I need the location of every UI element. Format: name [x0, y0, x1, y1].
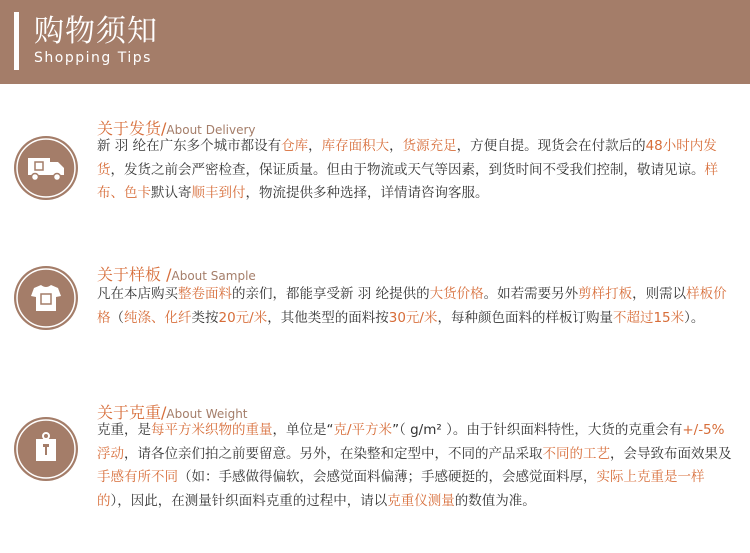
body-text: 凡在本店购买	[97, 286, 178, 302]
highlight-text: 顺丰到付	[191, 185, 246, 201]
body-text: 的数值为准。	[454, 492, 536, 509]
highlight-text: 实际上克重是一样的	[97, 469, 705, 509]
body-text: ，单位是“	[272, 422, 334, 438]
highlight-text: 不超过15米	[612, 309, 685, 326]
body-text: 类按	[191, 309, 219, 326]
highlight-text: 货源充足	[402, 138, 457, 154]
highlight-text: 仓库	[281, 138, 309, 154]
body-text: 克重，是	[97, 422, 151, 438]
page-subtitle: Shopping Tips	[34, 50, 152, 66]
body-text: ，每种颜色面料的样板订购量	[437, 309, 613, 326]
body-text: ，会导致布面效果及	[610, 445, 732, 462]
section-body	[97, 283, 737, 330]
highlight-text: 克/平方米	[333, 422, 393, 438]
section-title-en: About Weight	[166, 407, 248, 421]
highlight-text: 整卷面料	[178, 286, 232, 302]
body-text: （	[110, 309, 124, 326]
section-title-cn: 关于发货	[97, 119, 162, 138]
body-text: ，其他类型的面料按	[267, 309, 389, 326]
highlight-text: 48小时内发货	[97, 138, 717, 178]
highlight-text: 纯涤、化纤	[124, 309, 192, 326]
body-text: 新 羽 纶在广东多个城市都设有	[97, 138, 282, 154]
section-body	[97, 135, 737, 206]
body-text: （如：手感做得偏软，会感觉面料偏薄；手感硬挺的，会感觉面料厚，	[178, 469, 597, 485]
highlight-text: 30元/米	[388, 309, 438, 326]
body-text: ，发货之前会严密检查，保证质量。但由于物流或天气等因素，到货时间不受我们控制，敬请见谅。	[110, 161, 705, 178]
delivery-truck-icon	[14, 136, 78, 200]
body-text: ，请各位亲们拍之前要留意。另外，在染整和定型中，不同的产品采取	[124, 445, 543, 462]
highlight-text: 20元/米	[218, 309, 268, 326]
section-title-separator: /	[161, 403, 167, 422]
body-text: 默认寄	[151, 185, 192, 201]
section-title-en: About Delivery	[166, 123, 256, 137]
body-text: 。如若需要另外	[483, 286, 579, 302]
highlight-text: 每平方米织物的重量	[151, 422, 273, 438]
body-text: ，则需以	[632, 286, 687, 302]
body-text: ，物流提供多种选择，详情请咨询客服。	[245, 185, 489, 201]
highlight-text: 样布、色卡	[97, 161, 718, 201]
body-text: 的亲们，都能享受新 羽 纶提供的	[232, 286, 430, 302]
section-title-separator: /	[161, 265, 172, 284]
body-text: ，方便自提。现货会在付款后的	[456, 138, 646, 154]
fabric-sample-icon	[14, 266, 78, 330]
highlight-text: 大货价格	[429, 286, 484, 302]
weight-scale-icon	[14, 417, 78, 481]
highlight-text: 克重仪测量	[387, 492, 455, 509]
section-body	[97, 419, 737, 513]
body-text: ）。	[684, 309, 705, 326]
highlight-text: 不同的工艺	[542, 445, 610, 462]
section-title-cn: 关于克重	[97, 403, 162, 422]
section-title-separator: /	[161, 119, 167, 138]
highlight-text: 样板价格	[97, 286, 727, 326]
section-title-cn: 关于样板	[97, 265, 162, 284]
section-title	[97, 262, 256, 285]
highlight-text: +/-5%浮动	[97, 422, 725, 462]
body-text: ，	[389, 138, 403, 154]
body-text: ，	[308, 138, 322, 154]
section-title-en: About Sample	[171, 269, 256, 283]
body-text: ），因此，在测量针织面料克重的过程中，请以	[110, 492, 388, 509]
page-title: 购物须知	[34, 14, 158, 49]
body-text: ”（ g/m² ）。由于针织面料特性，大货的克重会有	[392, 422, 683, 438]
page-header	[0, 0, 750, 84]
header-accent-bar	[14, 12, 19, 70]
highlight-text: 剪样打板	[578, 286, 633, 302]
highlight-text: 手感有所不同	[97, 469, 178, 485]
highlight-text: 库存面积大	[321, 138, 390, 154]
